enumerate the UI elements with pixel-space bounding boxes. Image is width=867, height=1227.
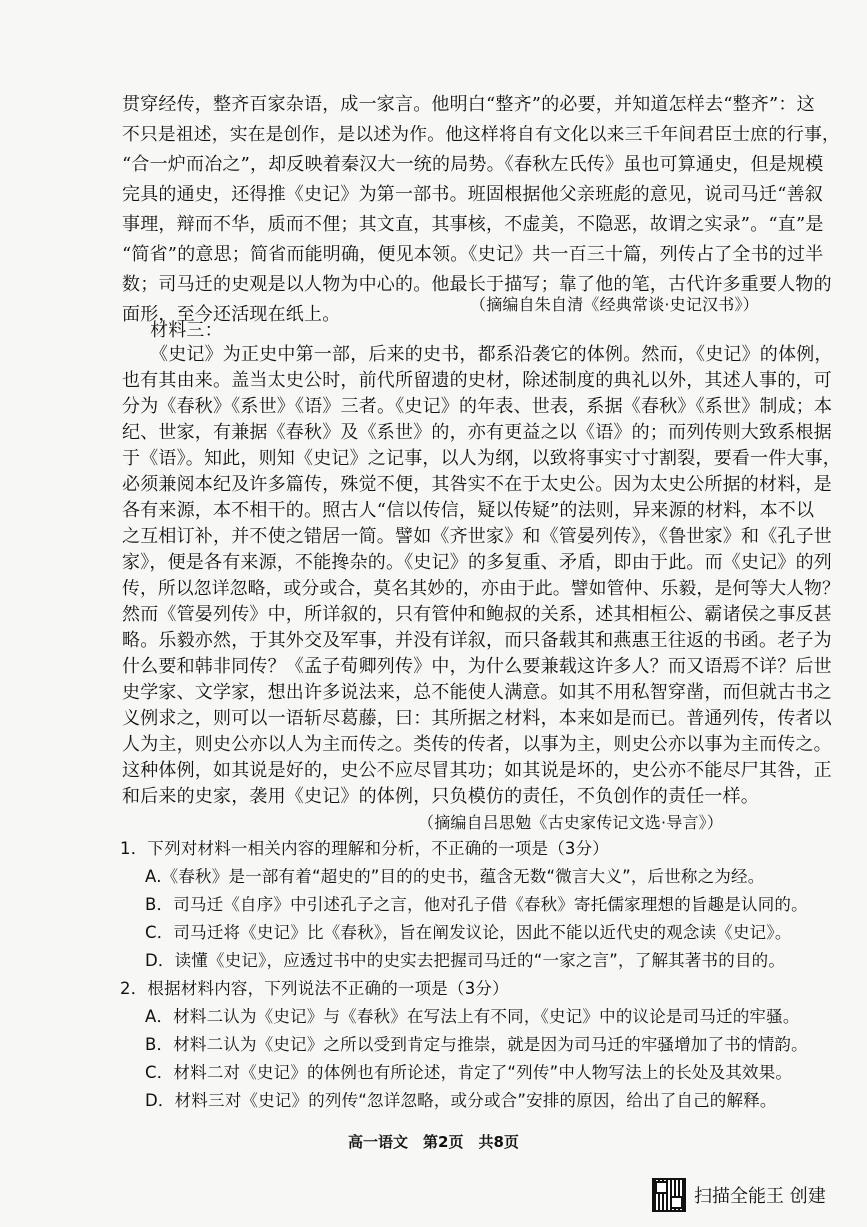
passage-line: 义例求之，则可以一语斩尽葛藤，曰：其所据之材料，本来如是而已。普通列传，传者以 [122, 708, 832, 729]
passage-line: 于《语》。知此，则知《史记》之记事，以人为纲，以致将事实寸寸割裂，要看一件大事， [122, 448, 841, 469]
passage-line: “简省”的意思；简省而能明确，便见本领。《史记》共一百三十篇，列传占了全书的过半 [122, 244, 824, 265]
passage-line: 完具的通史，还得推《史记》为第一部书。班固根据他父亲班彪的意见，说司马迁“善叙 [122, 184, 823, 205]
passage-line: 面形，至今还活现在纸上。 [122, 304, 341, 325]
passage-line: 传，所以忽详忽略，或分或合，莫名其妙的，亦由于此。譬如管仲、乐毅，是何等大人物？ [122, 579, 841, 599]
passage-line: 纪、世家，有兼据《春秋》及《系世》的，亦有更益之以《语》的；而列传则大致系根据 [122, 422, 832, 443]
passage-line: 家》，便是各有来源，不能搀杂的。《史记》的多复重、矛盾，即由于此。而《史记》的列 [122, 552, 832, 573]
passage-line: 什么要和韩非同传？《孟子荀卿列传》中，为什么要兼载这许多人？而又语焉不详？后世 [122, 656, 832, 677]
option-c[interactable]: C．材料二对《史记》的体例也有所论述，肯定了“列传”中人物写法上的长处及其效果。 [145, 1063, 793, 1082]
passage-line: 《史记》为正史中第一部，后来的史书，都系沿袭它的体例。然而，《史记》的体例， [150, 344, 833, 365]
passage-line: 之互相订补，并不使之错居一简。譬如《齐世家》和《管晏列传》，《鲁世家》和《孔子世 [122, 526, 832, 547]
passage-line: 贯穿经传，整齐百家杂语，成一家言。他明白“整齐”的必要，并知道怎样去“整齐”：这 [122, 94, 815, 115]
passage-line: 这种体例，如其说是好的，史公不应尽冒其功；如其说是坏的，史公亦不能尽尸其咎，正 [122, 760, 832, 781]
passage-line: 分为《春秋》《系世》《语》三者。《史记》的年表、世表，系据《春秋》《系世》制成；本 [122, 396, 833, 417]
question-stem: 1．下列对材料一相关内容的理解和分析，不正确的一项是（3分） [120, 839, 609, 858]
option-d[interactable]: D．材料三对《史记》的列传“忽详忽略，或分或合”安排的原因，给出了自己的解释。 [145, 1091, 777, 1110]
option-a[interactable]: A．材料二认为《史记》与《春秋》在写法上有不同，《史记》中的议论是司马迁的牢骚。 [145, 1007, 800, 1026]
scanner-watermark [652, 1178, 826, 1212]
passage-line: 必须兼阅本纪及许多篇传，殊觉不便，其咎实不在于太史公。因为太史公所据的材料，是 [122, 474, 832, 495]
passage-line: 史学家、文学家，想出许多说法来，总不能使人满意。如其不用私智穿凿，而但就古书之 [122, 682, 832, 703]
source-citation-lu-simian: （摘编自吕思勉《古史家传记文选·导言》） [418, 813, 724, 832]
option-d[interactable]: D．读懂《史记》，应透过书中的史实去把握司马迁的“一家之言”，了解其著书的目的。 [145, 951, 786, 970]
question-stem: 2．根据材料内容，下列说法不正确的一项是（3分） [120, 979, 509, 998]
watermark-text: 扫描全能王 创建 [694, 1186, 826, 1207]
passage-line: 也有其由来。盖当太史公时，前代所留遗的史材，除述制度的典礼以外，其述人事的，可 [122, 370, 832, 391]
passage-line: 不只是祖述，实在是创作，是以述为作。他这样将自有文化以来三千年间君臣士庶的行事， [122, 125, 841, 145]
passage-line: 然而《管晏列传》中，所详叙的，只有管仲和鲍叔的关系，述其相桓公、霸诸侯之事反甚 [122, 604, 832, 625]
option-b[interactable]: B．司马迁《自序》中引述孔子之言，他对孔子借《春秋》寄托儒家理想的旨趣是认同的。 [145, 895, 808, 914]
passage-line: 略。乐毅亦然，于其外交及军事，并没有详叙，而只备载其和燕惠王往返的书函。老子为 [122, 630, 832, 651]
passage-line: 事理，辩而不华，质而不俚；其文直，其事核，不虚美，不隐恶，故谓之实录”。“直”是 [122, 214, 824, 235]
material-three-label: 材料三： [150, 320, 223, 341]
source-citation-zhu-ziqing: （摘编自朱自清《经典常谈·史记汉书》） [470, 295, 759, 314]
option-c[interactable]: C．司马迁将《史记》比《春秋》，旨在阐发议论，因此不能以近代史的观念读《史记》。 [145, 923, 792, 942]
qr-code-icon [652, 1178, 686, 1212]
passage-line: “合一炉而冶之”，却反映着秦汉大一统的局势。《春秋左氏传》虽也可算通史，但是规模 [122, 154, 824, 175]
passage-line: 数；司马迁的史观是以人物为中心的。他最长于描写；靠了他的笔，古代许多重要人物的 [122, 274, 832, 295]
passage-line: 和后来的史家，袭用《史记》的体例，只负模仿的责任，不负创作的责任一样。 [122, 786, 759, 807]
option-b[interactable]: B．材料二认为《史记》之所以受到肯定与推崇，就是因为司马迁的牢骚增加了书的情韵。 [145, 1035, 808, 1054]
option-a[interactable]: A.《春秋》是一部有着“超史的”目的的史书，蕴含无数“微言大义”，后世称之为经。 [145, 867, 765, 886]
passage-line: 人为主，则史公亦以人为主而传之。类传的传者，以事为主，则史公亦以事为主而传之。 [122, 734, 832, 755]
page-footer: 高一语文 第2页 共8页 [348, 1133, 519, 1151]
passage-line: 各有来源，本不相干的。照古人“信以传信，疑以传疑”的法则，异来源的材料，本不以 [122, 500, 815, 521]
